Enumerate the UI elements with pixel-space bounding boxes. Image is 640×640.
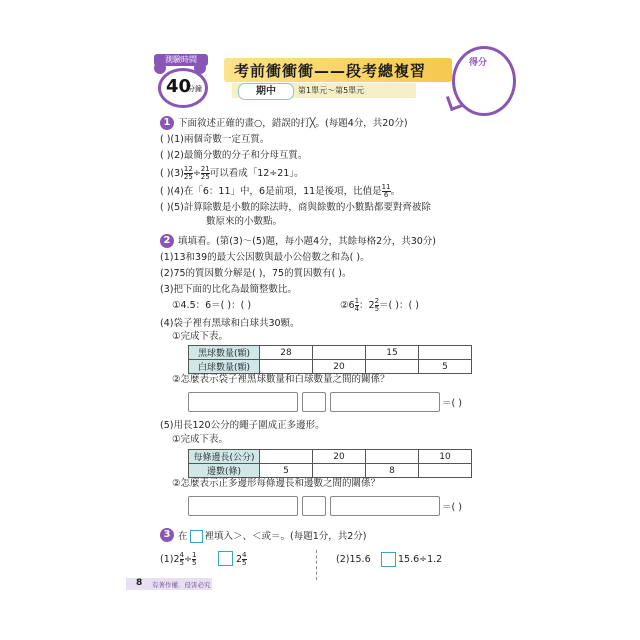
s2-q4b-result[interactable]: ＝( ) — [442, 398, 462, 409]
table-cell[interactable] — [419, 346, 472, 360]
section-3-intro — [178, 530, 367, 543]
table-cell[interactable]: 5 — [260, 464, 313, 478]
s2-q5b-result[interactable]: ＝( ) — [442, 502, 462, 513]
answer-box[interactable] — [188, 496, 298, 516]
operator: ÷ — [192, 168, 201, 179]
compare-box-1[interactable] — [218, 551, 233, 566]
s3-q2-left: (2)15.6 — [336, 554, 371, 565]
s2-q4a: ①完成下表。 — [172, 331, 229, 342]
blank-square-icon — [190, 530, 203, 543]
table-row — [189, 464, 472, 478]
table-cell[interactable]: 15 — [366, 346, 419, 360]
table-cell[interactable] — [313, 464, 366, 478]
table-cell[interactable]: 28 — [260, 346, 313, 360]
exam-tag: 期中 — [238, 83, 294, 100]
q3b-mid: ：2 — [359, 300, 375, 311]
s3-q2-right: 15.6÷1.2 — [398, 554, 443, 565]
table-header: 每條邊長(公分) — [189, 450, 260, 464]
s1-item-3[interactable] — [160, 166, 304, 181]
table-cell[interactable] — [313, 346, 366, 360]
timer-unit: 分鐘 — [188, 85, 202, 93]
balls-table — [188, 345, 472, 374]
section-3-number: 3 — [160, 528, 174, 542]
operator: ÷ — [183, 554, 192, 565]
s3-q1 — [160, 552, 196, 567]
s2-q5b: ②怎麼表示正多邊形每條邊長和邊數之間的關係？ — [172, 478, 381, 489]
table-cell[interactable]: 20 — [313, 360, 366, 374]
table-row — [189, 360, 472, 374]
fraction: $\frac{2}{5}$ — [374, 297, 380, 313]
timer-label: 測驗時間 — [154, 54, 208, 66]
table-header: 白球數量(顆) — [189, 360, 260, 374]
table-cell[interactable]: 20 — [313, 450, 366, 464]
fraction: $\frac{1}{5}$ — [191, 551, 197, 567]
fraction: $\frac{1}{4}$ — [354, 297, 360, 313]
s2-q3a[interactable]: ①4.5：6＝( )：( ) — [172, 300, 252, 311]
fraction: $\frac{12}{25}$ — [183, 165, 193, 181]
page-number: 8 — [136, 578, 143, 588]
fraction: $\frac{11}{6}$ — [381, 183, 391, 199]
intro-suffix: 裡填入＞、＜或＝。(每題1分，共2分) — [204, 531, 367, 542]
table-cell[interactable]: 8 — [366, 464, 419, 478]
table-cell[interactable] — [260, 360, 313, 374]
intro-prefix: 在 — [178, 531, 188, 542]
score-bubble[interactable] — [452, 46, 516, 116]
s2-q1[interactable]: (1)13和39的最大公因數與最小公倍數之和為( )。 — [160, 252, 370, 263]
s2-q2[interactable]: (2)75的質因數分解是( )，75的質因數有( )。 — [160, 268, 352, 279]
operator-box[interactable] — [302, 496, 326, 516]
table-header: 邊數(條) — [189, 464, 260, 478]
s3-q1-right — [236, 552, 247, 567]
q3b-prefix: ②6 — [340, 300, 355, 311]
s2-q4: (4)袋子裡有黑球和白球共30顆。 — [160, 318, 300, 329]
table-row — [189, 450, 472, 464]
fraction: $\frac{21}{25}$ — [200, 165, 210, 181]
s2-q5: (5)用長120公分的繩子圍成正多邊形。 — [160, 420, 325, 431]
section-2-intro: 填填看。(第(3)～(5)題，每小題4分，其餘每格2分，共30分) — [178, 236, 437, 247]
section-1-number: 1 — [160, 116, 174, 130]
s2-q5a: ①完成下表。 — [172, 434, 229, 445]
table-header: 黑球數量(顆) — [189, 346, 260, 360]
q1-right-whole: 2 — [236, 554, 243, 565]
period: 。 — [390, 186, 401, 197]
table-cell[interactable] — [366, 360, 419, 374]
s2-q4b: ②怎麼表示袋子裡黑球數量和白球數量之間的關係？ — [172, 374, 390, 385]
section-1-intro: 下面敘述正確的畫○，錯誤的打╳。(每題4分，共20分) — [178, 118, 408, 129]
s1-item-1[interactable]: ( )(1)兩個奇數一定互質。 — [160, 134, 270, 145]
score-label: 得分 — [469, 58, 488, 68]
q1-prefix: (1)2 — [160, 554, 180, 565]
operator-box[interactable] — [302, 392, 326, 412]
s2-q3: (3)把下面的比化為最簡整數比。 — [160, 284, 297, 295]
s1-item-4-text: ( )(4)在「6：11」中，6是前項，11是後項，比值是 — [160, 186, 382, 197]
table-row — [189, 346, 472, 360]
s1-item-5[interactable]: ( )(5)計算除數是小數的除法時，商與餘數的小數點都要對齊被除 — [160, 202, 431, 213]
column-divider — [316, 550, 317, 580]
table-cell[interactable] — [260, 450, 313, 464]
table-cell[interactable]: 10 — [419, 450, 472, 464]
fraction: $\frac{4}{5}$ — [179, 551, 184, 567]
s2-q3b[interactable] — [340, 298, 419, 313]
answer-box[interactable] — [188, 392, 298, 412]
table-cell[interactable] — [366, 450, 419, 464]
section-2-number: 2 — [160, 234, 174, 248]
s1-item-4[interactable] — [160, 184, 400, 199]
answer-box[interactable] — [330, 496, 440, 516]
timer-value: 40 — [166, 76, 192, 97]
table-cell[interactable]: 5 — [419, 360, 472, 374]
page-title: 考前衝衝衝——段考總複習 — [234, 62, 427, 80]
q3b-post: ＝( )：( ) — [379, 300, 419, 311]
s1-item-3-prefix: ( )(3) — [160, 168, 184, 179]
fraction: $\frac{4}{5}$ — [242, 551, 247, 567]
s1-item-2[interactable]: ( )(2)最簡分數的分子和分母互質。 — [160, 150, 308, 161]
table-cell[interactable] — [419, 464, 472, 478]
s1-item-3-tail: 可以看成「12÷21」。 — [209, 168, 304, 179]
answer-box[interactable] — [330, 392, 440, 412]
polygon-table — [188, 449, 472, 478]
compare-box-2[interactable] — [381, 552, 396, 567]
copyright-notice: 有著作權．侵害必究 — [152, 581, 211, 589]
unit-range: 第1單元～第5單元 — [298, 86, 365, 95]
s1-item-5-cont: 數原來的小數點。 — [206, 216, 283, 227]
timer-badge — [152, 54, 212, 104]
